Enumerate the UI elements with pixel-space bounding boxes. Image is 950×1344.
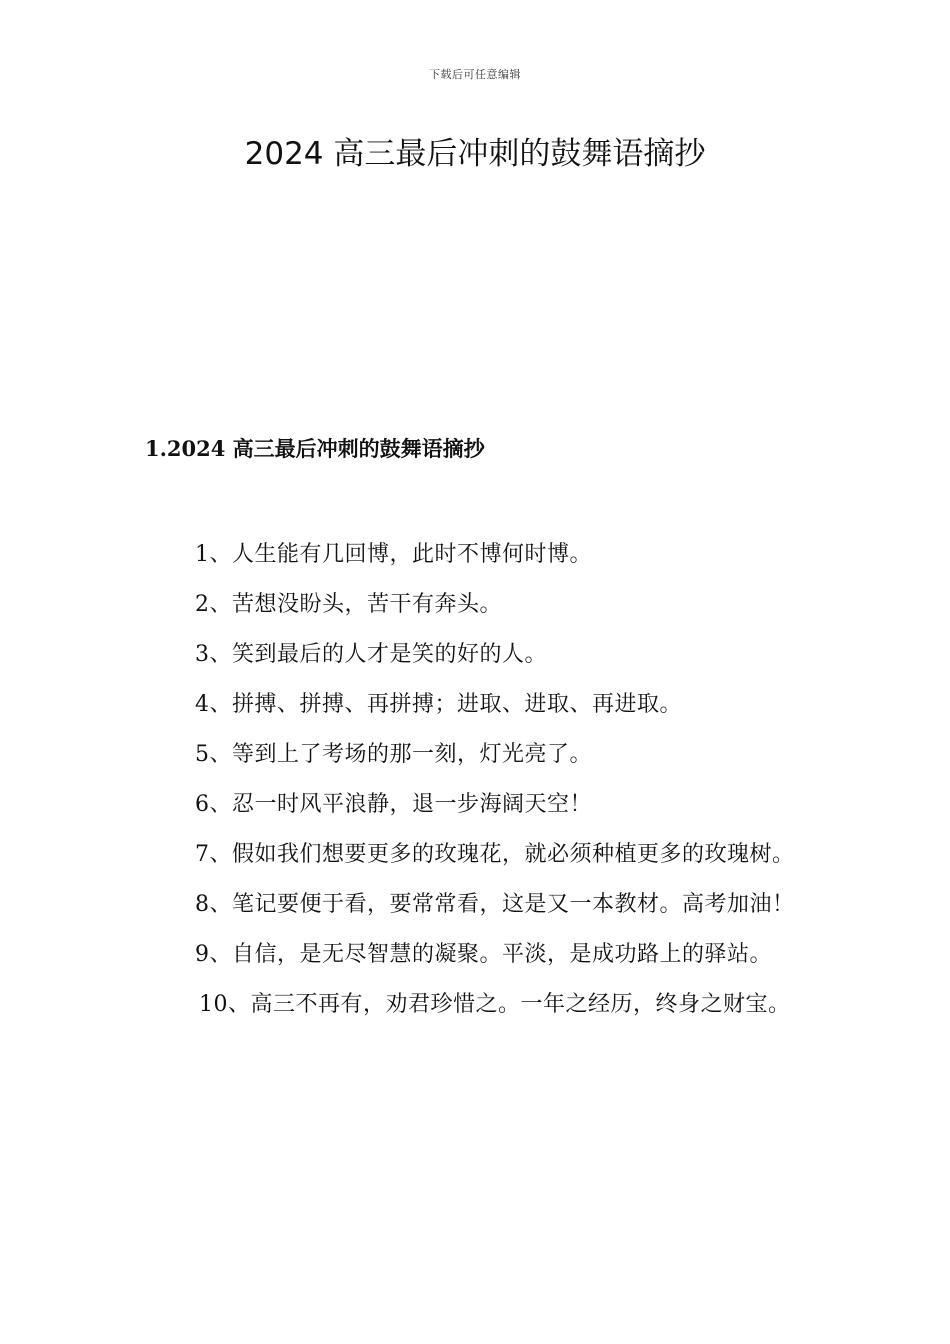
quote-list [145,530,805,1030]
quote-item: 9、自信，是无尽智慧的凝聚。平淡，是成功路上的驿站。 [195,942,772,967]
quote-item: 2、苦想没盼头，苦干有奔头。 [195,592,502,617]
quote-item: 3、笑到最后的人才是笑的好的人。 [195,642,547,667]
quote-item: 5、等到上了考场的那一刻，灯光亮了。 [195,742,592,767]
quote-item: 4、拼搏、拼搏、再拼搏；进取、进取、再进取。 [195,692,682,717]
quote-item: 1、人生能有几回博，此时不博何时博。 [195,542,592,567]
header-note: 下载后可任意编辑 [429,68,521,81]
quote-item: 8、笔记要便于看，要常常看，这是又一本教材。高考加油！ [195,892,795,917]
quote-item: 7、假如我们想要更多的玫瑰花，就必须种植更多的玫瑰树。 [195,842,795,867]
document-title: 2024 高三最后冲刺的鼓舞语摘抄 [244,136,706,172]
quote-item: 10、高三不再有，劝君珍惜之。一年之经历，终身之财宝。 [199,992,791,1017]
section-heading: 1.2024 高三最后冲刺的鼓舞语摘抄 [145,436,485,461]
quote-item: 6、忍一时风平浪静，退一步海阔天空！ [195,792,592,817]
